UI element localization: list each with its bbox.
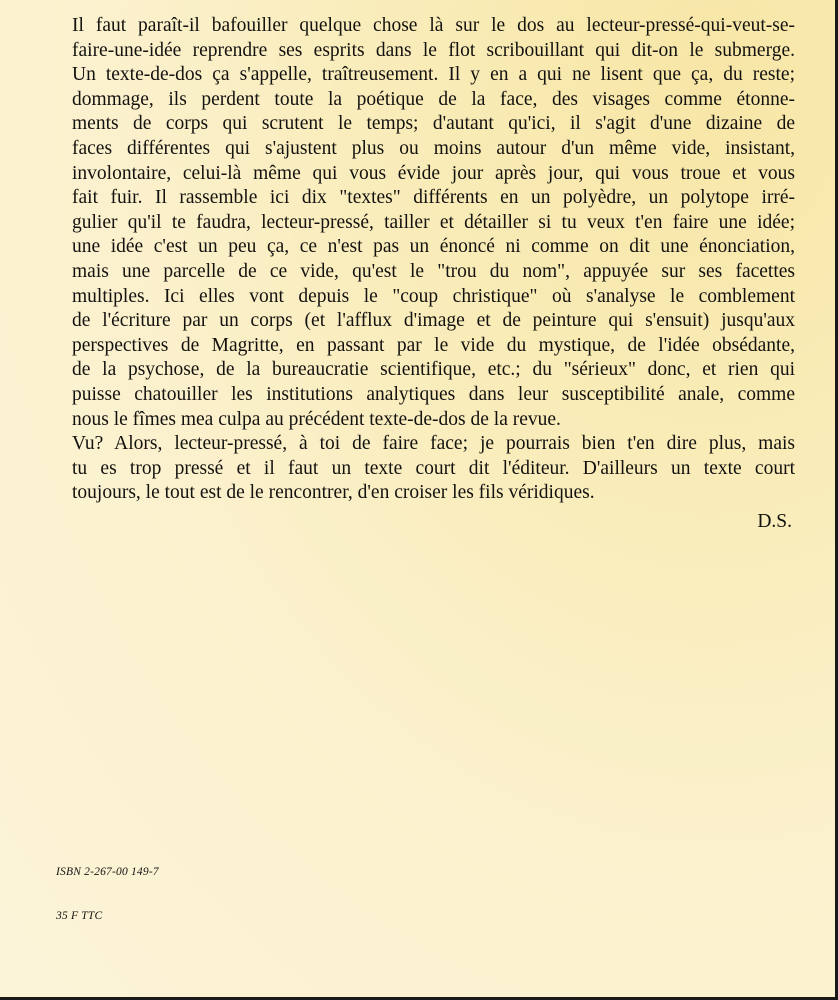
text-line: de l'écriture par un corps (et l'afflux d'image et de peinture qui s'ensuit) jusqu'aux	[72, 310, 795, 332]
text-line: involontaire, celui-là même qui vous évide jour après jour, qui vous troue et vous	[72, 162, 795, 184]
text-line: Vu? Alors, lecteur-pressé, à toi de faire face; je pourrais bien t'en dire plus, mais	[72, 433, 795, 455]
author-signature: D.S.	[757, 510, 792, 532]
text-line: perspectives de Magritte, en passant par le vide du mystique, de l'idée obsédante,	[72, 334, 795, 356]
text-line: faces différentes qui s'ajustent plus ou moins autour d'un même vide, insistant,	[72, 137, 795, 159]
text-line: nous le fîmes mea culpa au précédent texte-de-dos de la revue.	[72, 408, 561, 430]
text-line: une idée c'est un peu ça, ce n'est pas un énoncé ni comme on dit une énonciation,	[72, 236, 795, 258]
text-line: Il faut paraît-il bafouiller quelque chose là sur le dos au lecteur-pressé-qui-veut-se-	[72, 15, 795, 36]
text-line: multiples. Ici elles vont depuis le "coup christique" où s'analyse le comblement	[72, 285, 795, 307]
text-line: ments de corps qui scrutent le temps; d'autant qu'ici, il s'agit d'une dizaine de	[72, 113, 795, 135]
text-line: de la psychose, de la bureaucratie scientifique, etc.; du "sérieux" donc, et rien qui	[72, 359, 795, 381]
text-line: gulier qu'il te faudra, lecteur-pressé, tailler et détailler si tu veux t'en faire une idée;	[72, 211, 795, 233]
text-line: puisse chatouiller les institutions analytiques dans leur susceptibilité anale, comme	[72, 383, 795, 405]
text-line: toujours, le tout est de le rencontrer, d'en croiser les fils véridiques.	[72, 482, 595, 504]
text-line: mais une parcelle de ce vide, qu'est le "trou du nom", appuyée sur ses facettes	[72, 260, 795, 282]
back-cover-text	[72, 14, 795, 534]
text-line: faire-une-idée reprendre ses esprits dans le flot scribouillant qui dit-on le submerge.	[72, 39, 795, 61]
isbn-label: ISBN 2-267-00 149-7	[56, 866, 159, 878]
text-line: dommage, ils perdent toute la poétique de la face, des visages comme étonne-	[72, 88, 795, 110]
text-line: Un texte-de-dos ça s'appelle, traîtreusement. Il y en a qui ne lisent que ça, du reste;	[72, 64, 795, 86]
price-label: 35 F TTC	[56, 910, 103, 922]
text-line: tu es trop pressé et il faut un texte court dit l'éditeur. D'ailleurs un texte court	[72, 457, 795, 479]
text-line: fait fuir. Il rassemble ici dix "textes" différents en un polyèdre, un polytope irré-	[72, 187, 795, 209]
